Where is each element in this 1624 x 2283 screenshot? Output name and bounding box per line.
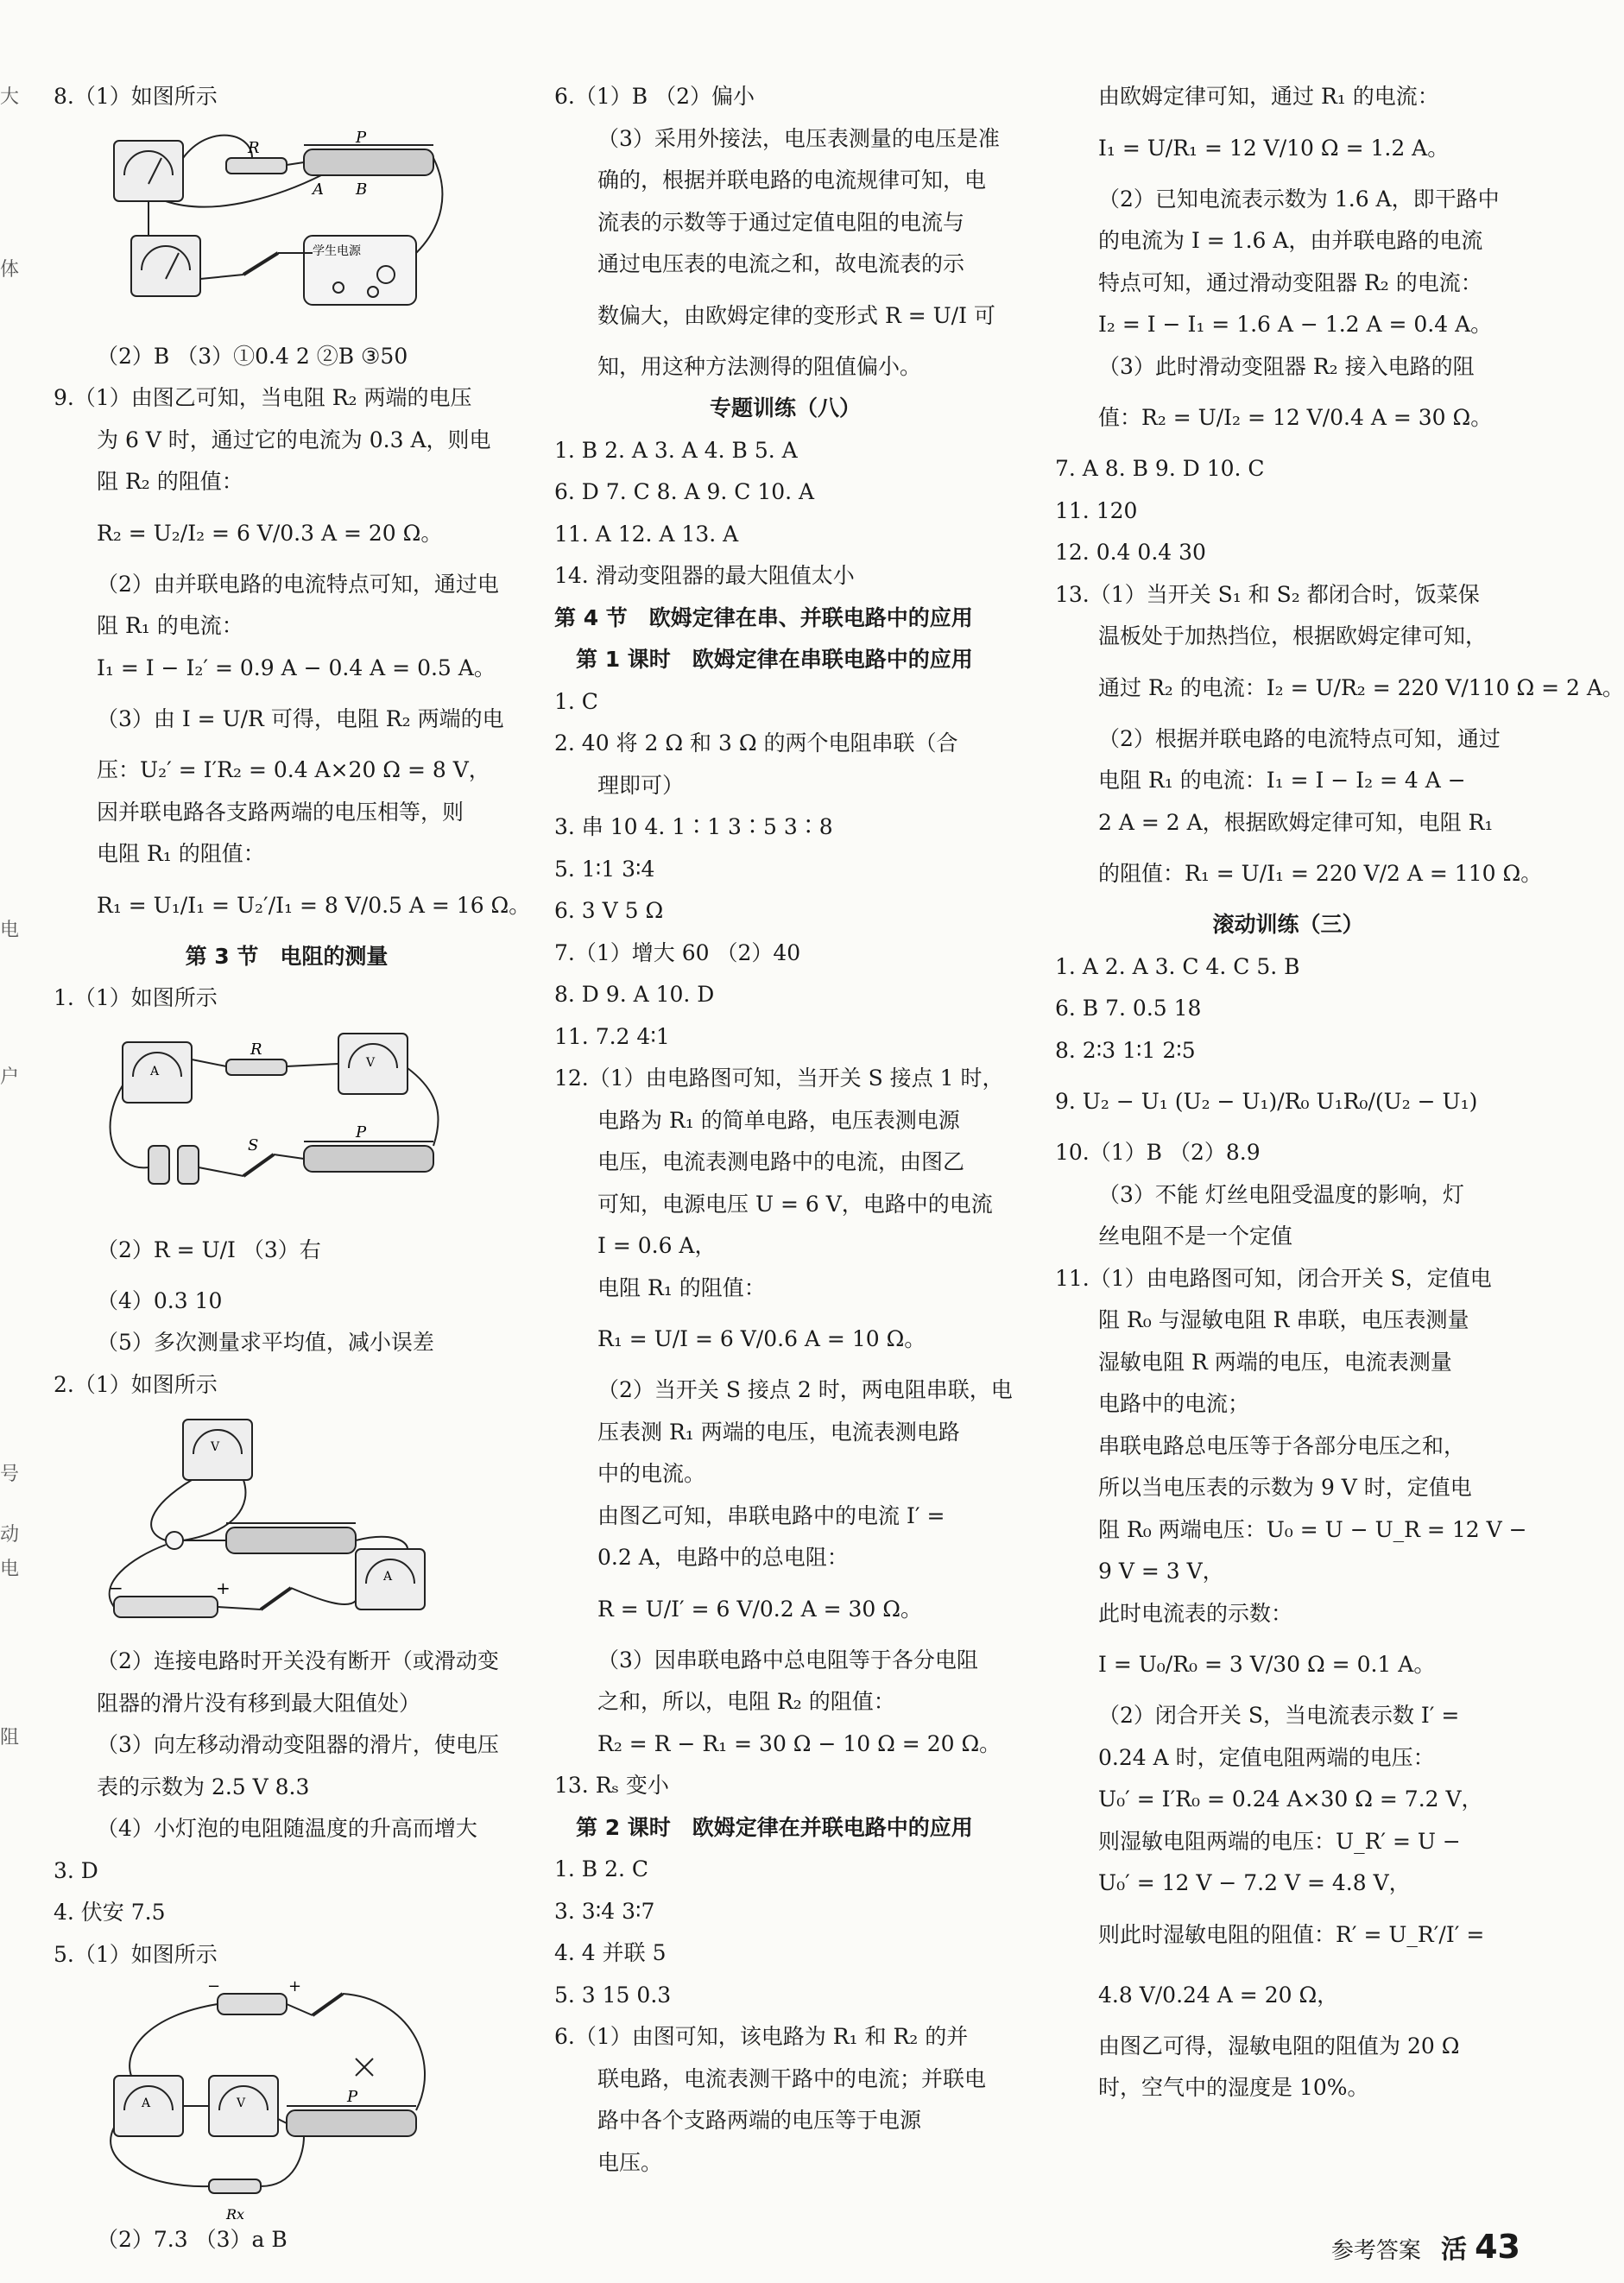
fig2-label-v: V: [366, 1055, 376, 1070]
answer-line: 阻器的滑片没有移到最大阻值处）: [97, 1690, 421, 1716]
circuit-figure-4: [97, 1977, 459, 2223]
answer-line: 11. 7.2 4∶1: [554, 1023, 670, 1049]
answer-line: 4.8 V/0.24 A = 20 Ω，: [1098, 1982, 1339, 2008]
page-footer: [1331, 2228, 1520, 2266]
circuit-figure-2: [97, 1025, 459, 1215]
answer-line: 1. C: [554, 688, 598, 714]
answer-line: 通过 R₂ 的电流：I₂ = U/R₂ = 220 V/110 Ω = 2 A。: [1098, 674, 1624, 700]
answer-line: 压：U₂′ = I′R₂ = 0.4 A×20 Ω = 8 V，: [97, 757, 490, 782]
answer-line: 6. D 7. C 8. A 9. C 10. A: [554, 479, 815, 504]
answer-line: 7. A 8. B 9. D 10. C: [1055, 456, 1265, 481]
answer-line: 5. 3 15 0.3: [554, 1982, 672, 2008]
answer-line: （3）向左移动滑动变阻器的滑片，使电压: [97, 1732, 499, 1757]
fig1-label-r: R: [248, 138, 260, 157]
fig4-label-rx: Rx: [226, 2206, 245, 2223]
answer-line: 确的，根据并联电路的电流规律可知，电: [597, 168, 987, 193]
answer-line: 由欧姆定律可知，通过 R₁ 的电流：: [1098, 84, 1439, 109]
answer-line: （5）多次测量求平均值，减小误差: [97, 1330, 434, 1355]
answer-line: （2）已知电流表示数为 1.6 A，即干路中: [1098, 186, 1500, 212]
fig1-label-a: A: [313, 180, 324, 199]
answer-column-1: [54, 76, 531, 2261]
answer-line: 6. 3 V 5 Ω: [554, 898, 664, 923]
answer-line: 8. D 9. A 10. D: [554, 982, 715, 1007]
answer-line: U₀′ = I′R₀ = 0.24 A×30 Ω = 7.2 V，: [1098, 1787, 1483, 1812]
answer-line: （4）0.3 10: [97, 1287, 223, 1313]
answer-line: 由图乙可知，串联电路中的电流 I′ =: [597, 1502, 945, 1528]
footer-label: 参考答案: [1330, 2238, 1421, 2264]
answer-line: 则湿敏电阻两端的电压：U_R′ = U −: [1098, 1828, 1461, 1854]
answer-line: 电阻 R₁ 的电流：I₁ = I − I₂ = 4 A −: [1098, 768, 1466, 793]
answer-line: 流表的示数等于通过定值电阻的电流与: [597, 209, 965, 235]
edge-fragment: 户: [0, 1066, 20, 1088]
answer-line: 之和，所以，电阻 R₂ 的阻值：: [597, 1689, 895, 1714]
answer-line: 3. 3∶4 3∶7: [554, 1898, 655, 1924]
answer-line: R = U/I′ = 6 V/0.2 A = 30 Ω。: [597, 1596, 922, 1622]
answer-line: （2）闭合开关 S，当电流表示数 I′ =: [1098, 1703, 1460, 1728]
figure-fig2: [97, 1025, 520, 1215]
answer-line: 由图乙可得，湿敏电阻的阻值为 20 Ω: [1098, 2033, 1460, 2058]
answer-line: 理即可）: [597, 772, 685, 798]
answer-line: （2）当开关 S 接点 2 时，两电阻串联，电: [597, 1377, 1013, 1402]
edge-fragment: 阻: [0, 1727, 20, 1749]
answer-line: 值：R₂ = U/I₂ = 12 V/0.4 A = 30 Ω。: [1098, 405, 1493, 430]
answer-line: I = U₀/R₀ = 3 V/30 Ω = 0.1 A。: [1098, 1652, 1436, 1677]
answer-line: I₁ = U/R₁ = 12 V/10 Ω = 1.2 A。: [1098, 135, 1450, 161]
answer-line: 表的示数为 2.5 V 8.3: [97, 1774, 310, 1799]
edge-fragment: 电: [0, 920, 20, 941]
answer-line: 2.（1）如图所示: [54, 1371, 218, 1397]
circuit-figure-3: [97, 1411, 459, 1635]
answer-line: 此时电流表的示数：: [1098, 1600, 1293, 1626]
answer-line: 湿敏电阻 R 两端的电压，电流表测量: [1098, 1349, 1452, 1375]
answer-line: 10.（1）B （2）8.9: [1055, 1140, 1261, 1165]
answer-line: 阻 R₁ 的电流：: [97, 613, 243, 638]
answer-line: （2）R = U/I （3）右: [97, 1236, 321, 1262]
fig3-label-a: A: [383, 1570, 393, 1584]
answer-line: 5.（1）如图所示: [54, 1941, 218, 1967]
footer-brand: 活: [1441, 2235, 1468, 2265]
fig2-label-p: P: [356, 1123, 367, 1142]
answer-line: 温板处于加热挡位，根据欧姆定律可知，: [1098, 623, 1488, 648]
fig1-label-b: B: [356, 180, 368, 199]
answer-line: 中的电流。: [597, 1461, 706, 1486]
answer-line: 压表测 R₁ 两端的电压，电流表测电路: [597, 1419, 960, 1445]
answer-line: 电阻 R₁ 的阻值：: [97, 841, 265, 866]
answer-line: 路中各个支路两端的电压等于电源: [597, 2108, 922, 2133]
page-number: 43: [1475, 2228, 1520, 2266]
answer-line: 4. 4 并联 5: [554, 1940, 667, 1965]
answer-line: 3. 串 10 4. 1∶1 3∶5 3∶8: [554, 814, 833, 839]
answer-line: 11.（1）由电路图可知，闭合开关 S，定值电: [1055, 1265, 1492, 1291]
edge-fragment: 体: [0, 259, 20, 281]
answer-line: 电路中的电流；: [1098, 1391, 1250, 1416]
answer-line: 3. D: [54, 1857, 98, 1883]
answer-line: 知，用这种方法测得的阻值偏小。: [597, 353, 922, 379]
answer-column-3: [1055, 76, 1624, 2109]
answer-line: （2）B （3）①0.4 2 ②B ③50: [97, 343, 408, 369]
answer-line: 14. 滑动变阻器的最大阻值太小: [554, 563, 855, 588]
answer-line: R₂ = U₂/I₂ = 6 V/0.3 A = 20 Ω。: [97, 520, 443, 546]
answer-line: 7.（1）增大 60 （2）40: [554, 939, 801, 965]
answer-line: R₁ = U/I = 6 V/0.6 A = 10 Ω。: [597, 1326, 926, 1351]
fig3-label-plus: +: [216, 1578, 231, 1598]
answer-line: 9. U₂ − U₁ (U₂ − U₁)/R₀ U₁R₀/(U₂ − U₁): [1055, 1089, 1478, 1114]
fig4-label-minus: −: [207, 1977, 221, 1995]
answer-line: 2. 40 将 2 Ω 和 3 Ω 的两个电阻串联（合: [554, 730, 958, 756]
answer-line: 阻 R₀ 两端电压：U₀ = U − U_R = 12 V −: [1098, 1516, 1527, 1542]
answer-column-2: [554, 76, 1016, 2184]
answer-line: R₂ = R − R₁ = 30 Ω − 10 Ω = 20 Ω。: [597, 1730, 1002, 1756]
answer-line: 特点可知，通过滑动变阻器 R₂ 的电流：: [1098, 269, 1482, 295]
lesson-heading: 第 4 节 欧姆定律在串、并联电路中的应用: [554, 604, 973, 630]
answer-line: 11. 120: [1055, 497, 1138, 523]
fig1-label-p: P: [356, 128, 367, 147]
answer-line: 6.（1）B （2）偏小: [554, 84, 755, 109]
answer-line: （2）由并联电路的电流特点可知，通过电: [97, 571, 499, 597]
answer-line: 为 6 V 时，通过它的电流为 0.3 A，则电: [97, 427, 491, 452]
answer-line: 则此时湿敏电阻的阻值：R′ = U_R′/I′ =: [1098, 1921, 1485, 1947]
answer-line: （2）7.3 （3）a B: [97, 2227, 288, 2252]
fig4-label-a: A: [142, 2096, 151, 2110]
answer-line: 所以当电压表的示数为 9 V 时，定值电: [1098, 1475, 1472, 1500]
answer-line: 因并联电路各支路两端的电压相等，则: [97, 799, 464, 825]
answer-line: （2）根据并联电路的电流特点可知，通过: [1098, 725, 1501, 751]
answer-line: 1. B 2. C: [554, 1856, 649, 1881]
answer-line: 可知，电源电压 U = 6 V，电路中的电流: [597, 1191, 993, 1217]
answer-line: 串联电路总电压等于各部分电压之和，: [1098, 1432, 1466, 1458]
answer-line: 联电路，电流表测干路中的电流；并联电: [597, 2065, 987, 2091]
answer-line: 的阻值：R₁ = U/I₁ = 220 V/2 A = 110 Ω。: [1098, 861, 1543, 886]
answer-line: 电压。: [597, 2149, 663, 2175]
circuit-figure-1: [97, 123, 459, 331]
answer-line: 8. 2∶3 1∶1 2∶5: [1055, 1037, 1196, 1063]
answer-line: I = 0.6 A，: [597, 1233, 717, 1258]
answer-line: 时，空气中的湿度是 10%。: [1098, 2075, 1369, 2100]
answer-line: 0.2 A，电路中的总电阻：: [597, 1545, 849, 1570]
answer-line: 丝电阻不是一个定值: [1098, 1224, 1293, 1249]
answer-line: 11. A 12. A 13. A: [554, 521, 739, 547]
answer-line: R₁ = U₁/I₁ = U₂′/I₁ = 8 V/0.5 A = 16 Ω。: [97, 892, 531, 918]
answer-line: 13.（1）当开关 S₁ 和 S₂ 都闭合时，饭菜保: [1055, 581, 1480, 607]
answer-line: 6.（1）由图可知，该电路为 R₁ 和 R₂ 的并: [554, 2024, 969, 2049]
answer-line: 0.24 A 时，定值电阻两端的电压：: [1098, 1744, 1435, 1770]
answer-line: 阻 R₀ 与湿敏电阻 R 串联，电压表测量: [1098, 1307, 1469, 1332]
lesson-heading: 第 1 课时 欧姆定律在串联电路中的应用: [554, 647, 973, 672]
section-heading: 专题训练（八）: [709, 395, 861, 421]
answer-line: 数偏大，由欧姆定律的变形式 R = U/I 可: [597, 302, 995, 328]
answer-line: 1. A 2. A 3. C 4. C 5. B: [1055, 953, 1300, 979]
fig4-label-p: P: [347, 2088, 358, 2106]
answer-line: （4）小灯泡的电阻随温度的升高而增大: [97, 1816, 477, 1841]
fig3-label-minus: −: [109, 1578, 123, 1598]
figure-fig4: [97, 1977, 520, 2223]
edge-fragment: 动: [0, 1524, 20, 1546]
answer-line: 8.（1）如图所示: [54, 84, 218, 109]
answer-line: 4. 伏安 7.5: [54, 1900, 166, 1925]
answer-line: 通过电压表的电流之和，故电流表的示: [597, 251, 965, 276]
answer-line: 9 V = 3 V，: [1098, 1559, 1224, 1584]
fig4-label-v: V: [237, 2096, 246, 2110]
fig2-label-a: A: [150, 1064, 160, 1078]
answer-line: 的电流为 I = 1.6 A，由并联电路的电流: [1098, 228, 1483, 253]
section-heading: 第 3 节 电阻的测量: [185, 943, 389, 969]
answer-line: 13. Rₛ 变小: [554, 1773, 669, 1798]
answer-line: （2）连接电路时开关没有断开（或滑动变: [97, 1648, 499, 1673]
figure-fig3: [97, 1411, 520, 1635]
answer-line: 12. 0.4 0.4 30: [1055, 540, 1206, 565]
fig1-label-power: 学生电源: [313, 243, 361, 258]
figure-fig1: [97, 123, 520, 331]
answer-line: 电阻 R₁ 的阻值：: [597, 1274, 766, 1300]
fig3-label-v: V: [211, 1440, 220, 1454]
answer-line: 9.（1）由图乙可知，当电阻 R₂ 两端的电压: [54, 385, 472, 410]
edge-fragment: 大: [0, 86, 20, 108]
answer-line: （3）此时滑动变阻器 R₂ 接入电路的阻: [1098, 353, 1475, 379]
answer-line: 12.（1）由电路图可知，当开关 S 接点 1 时，: [554, 1066, 1004, 1091]
answer-line: （3）因串联电路中总电阻等于各分电阻: [597, 1647, 978, 1673]
answer-line: 1. B 2. A 3. A 4. B 5. A: [554, 437, 798, 463]
answer-line: U₀′ = 12 V − 7.2 V = 4.8 V，: [1098, 1870, 1411, 1895]
edge-fragment: 电: [0, 1559, 20, 1580]
answer-line: 5. 1∶1 3∶4: [554, 856, 655, 882]
answer-line: 1.（1）如图所示: [54, 985, 218, 1010]
section-heading: 滚动训练（三）: [1212, 912, 1364, 937]
fig4-label-plus: +: [288, 1977, 302, 1995]
answer-line: （3）由 I = U/R 可得，电阻 R₂ 两端的电: [97, 706, 504, 731]
edge-fragment: 号: [0, 1464, 20, 1485]
answer-line: I₂ = I − I₁ = 1.6 A − 1.2 A = 0.4 A。: [1098, 312, 1493, 337]
answer-line: （3）不能 灯丝电阻受温度的影响，灯: [1098, 1181, 1464, 1207]
answer-line: 阻 R₂ 的阻值：: [97, 469, 243, 494]
answer-line: I₁ = I − I₂′ = 0.9 A − 0.4 A = 0.5 A。: [97, 655, 496, 680]
answer-line: 2 A = 2 A，根据欧姆定律可知，电阻 R₁: [1098, 809, 1494, 835]
answer-line: 6. B 7. 0.5 18: [1055, 996, 1202, 1021]
fig2-label-r: R: [250, 1040, 262, 1059]
lesson-heading: 第 2 课时 欧姆定律在并联电路中的应用: [554, 1814, 973, 1840]
answer-line: 电路为 R₁ 的简单电路，电压表测电源: [597, 1107, 960, 1133]
answer-line: （3）采用外接法，电压表测量的电压是准: [597, 125, 1000, 151]
answer-line: 电压，电流表测电路中的电流，由图乙: [597, 1149, 965, 1174]
fig2-label-s: S: [248, 1135, 259, 1154]
